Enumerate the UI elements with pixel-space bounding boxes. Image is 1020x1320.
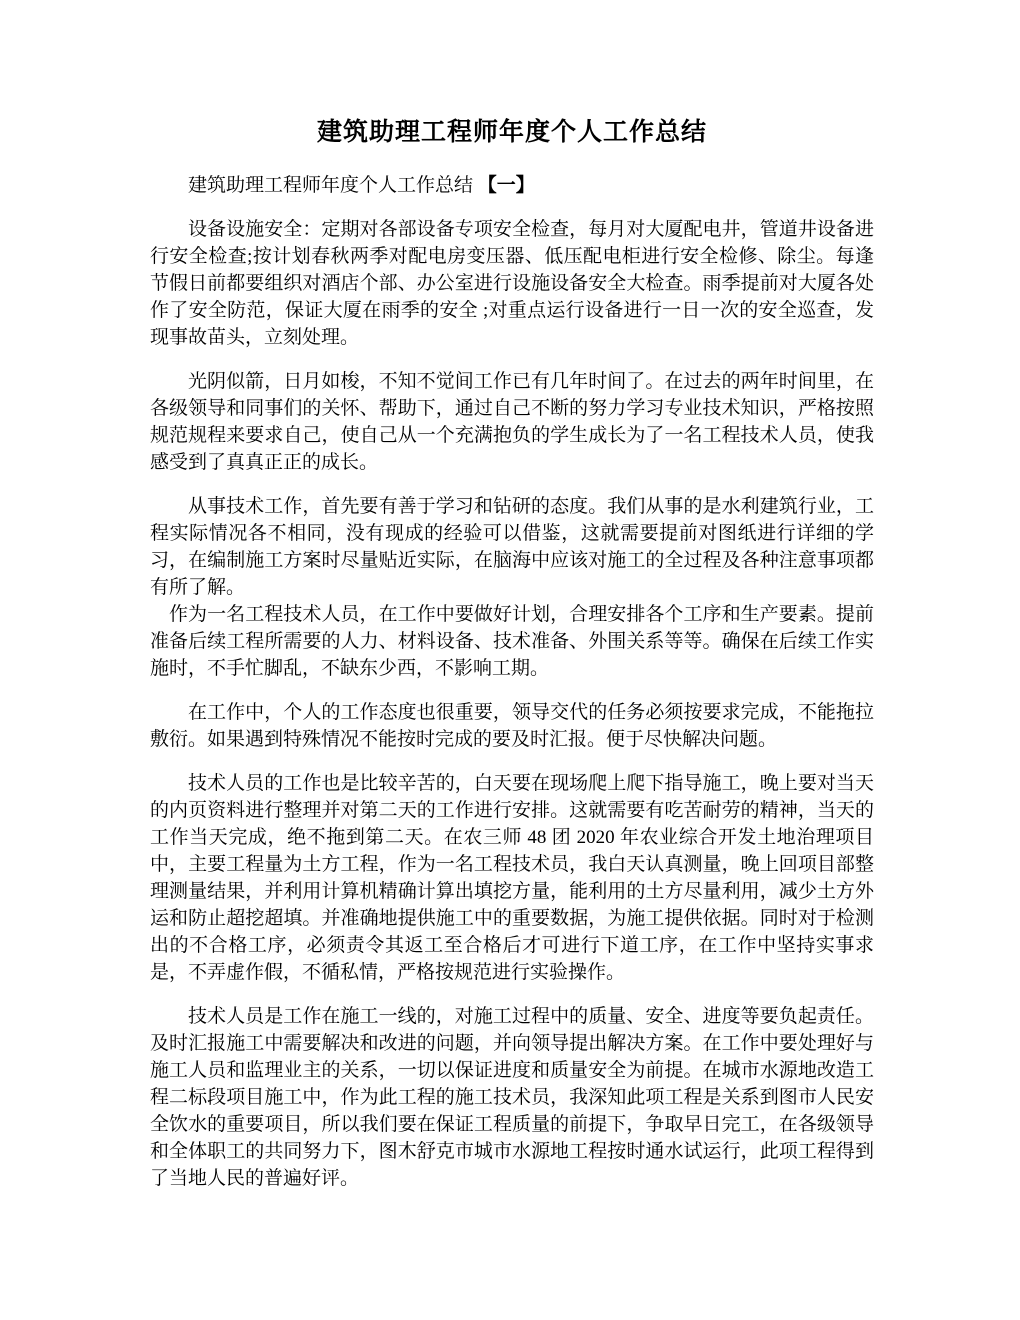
paragraph-hard-work: 技术人员的工作也是比较辛苦的，白天要在现场爬上爬下指导施工，晚上要对当天的内页资料进行整理并对第二天的工作进行安排。这就需要有吃苦耐劳的精神，当天的工作当天完成，绝不拖到第二天。在农三师 48 团 2020 年农业综合开发土地治理项目中，主要工程量为土方工程，作为一名工程技术员，我白天认真测量，晚上回项目部整理测量结果，并利用计算机精确计算出填挖方量，能利用的土方尽量利用，减少土方外运和防止超挖超填。并准确地提供施工中的重要数据，为施工提供依据。同时对于检测出的不合格工序，必须责令其返工至合格后才可进行下道工序，在工作中坚持实事求是，不弄虚作假，不循私情，严格按规范进行实验操作。	[150, 773, 874, 983]
paragraph-work-attitude: 在工作中，个人的工作态度也很重要，领导交代的任务必须按要求完成，不能拖拉敷衍。如果遇到特殊情况不能按时完成的要及时汇报。便于尽快解决问题。	[150, 702, 874, 750]
paragraph-equipment-safety: 设备设施安全：定期对各部设备专项安全检查，每月对大厦配电井，管道井设备进行安全检查;按计划春秋两季对配电房变压器、低压配电柜进行安全检修、除尘。每逢节假日前都要组织对酒店个部、办公室进行设施设备安全大检查。雨季提前对大厦各处作了安全防范，保证大厦在雨季的安全 ;对重点运行设备进行一日一次的安全巡查，发现事故苗头，立刻处理。	[150, 219, 874, 348]
paragraph-planning: 作为一名工程技术人员，在工作中要做好计划，合理安排各个工序和生产要素。提前准备后续工程所需要的人力、材料设备、技术准备、外围关系等等。确保在后续工作实施时，不手忙脚乱，不缺东少西，不影响工期。	[150, 604, 874, 679]
paragraph-technical-attitude: 从事技术工作，首先要有善于学习和钻研的态度。我们从事的是水利建筑行业，工程实际情况各不相同，没有现成的经验可以借鉴，这就需要提前对图纸进行详细的学习，在编制施工方案时尽量贴近实际，在脑海中应该对施工的全过程及各种注意事项都有所了解。	[150, 496, 874, 598]
subtitle-text: 建筑助理工程师年度个人工作总结	[188, 175, 478, 196]
document-title: 建筑助理工程师年度个人工作总结	[316, 119, 707, 146]
subtitle-section-marker: 【一】	[477, 175, 535, 196]
paragraph-time-flies: 光阴似箭，日月如梭，不知不觉间工作已有几年时间了。在过去的两年时间里，在各级领导和同事们的关怀、帮助下，通过自己不断的努力学习专业技术知识，严格按照规范规程来要求自己，使自己从一个充满抱负的学生成长为了一名工程技术人员，使我感受到了真真正正的成长。	[150, 371, 874, 473]
document-subtitle	[150, 172, 874, 199]
paragraph-responsibility: 技术人员是工作在施工一线的，对施工过程中的质量、安全、进度等要负起责任。及时汇报施工中需要解决和改进的问题，并向领导提出解决方案。在工作中要处理好与施工人员和监理业主的关系，一切以保证进度和质量安全为前提。在城市水源地改造工程二标段项目施工中，作为此工程的施工技术员，我深知此项工程是关系到图市人民安全饮水的重要项目，所以我们要在保证工程质量的前提下，争取早日完工，在各级领导和全体职工的共同努力下，图木舒克市城市水源地工程按时通水试运行，此项工程得到了当地人民的普遍好评。	[150, 1006, 874, 1189]
